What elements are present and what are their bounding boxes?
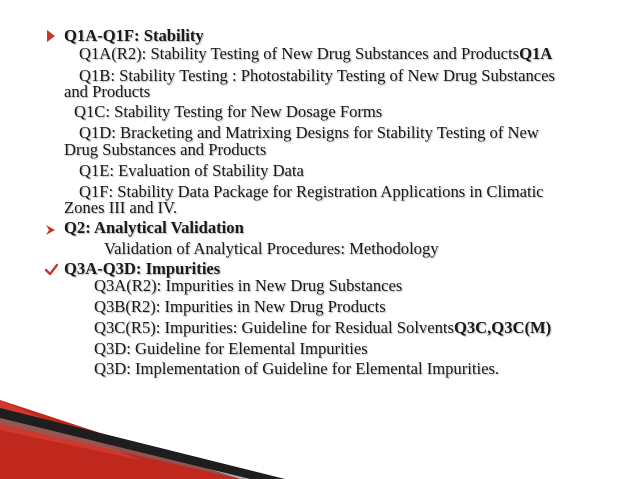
list-item: Q1B: Stability Testing : Photostability Testing of New Drug Substances bbox=[79, 66, 555, 85]
list-item: Q1F: Stability Data Package for Registration Applications in Climatic bbox=[79, 182, 544, 201]
list-item: Q1C: Stability Testing for New Dosage Forms bbox=[74, 102, 383, 121]
list-item-continuation: Drug Substances and Products bbox=[64, 140, 267, 159]
list-item: Q3B(R2): Impurities in New Drug Products bbox=[94, 297, 386, 316]
item-suffix: Q1A bbox=[519, 44, 553, 63]
list-item-continuation: and Products bbox=[64, 82, 151, 101]
section-heading-analytical-validation: Q2: Analytical Validation bbox=[64, 218, 244, 237]
list-item: Q1D: Bracketing and Matrixing Designs for Stability Testing of New bbox=[79, 123, 539, 142]
list-item: Validation of Analytical Procedures: Methodology bbox=[104, 239, 439, 258]
checkmark-icon bbox=[45, 263, 59, 279]
item-suffix: Q3C,Q3C(M) bbox=[453, 318, 552, 337]
triangle-right-icon bbox=[46, 29, 60, 45]
item-text: Q3C(R5): Impurities: Guideline for Residual Solvents bbox=[94, 318, 454, 337]
section-heading-impurities: Q3A-Q3D: Impurities bbox=[64, 259, 221, 278]
section-heading-stability: Q1A-Q1F: Stability bbox=[64, 26, 204, 45]
item-text: Q1A(R2): Stability Testing of New Drug Substances and Products bbox=[79, 44, 520, 63]
list-item: Q3D: Implementation of Guideline for Elemental Impurities. bbox=[94, 359, 500, 378]
list-item: Q3A(R2): Impurities in New Drug Substances bbox=[94, 276, 403, 295]
list-item bbox=[94, 319, 551, 337]
arrowhead-right-icon bbox=[45, 223, 59, 239]
list-item: Q3D: Guideline for Elemental Impurities bbox=[94, 339, 368, 358]
list-item: Q1E: Evaluation of Stability Data bbox=[79, 161, 304, 180]
list-item bbox=[79, 45, 552, 63]
list-item-continuation: Zones III and IV. bbox=[64, 198, 178, 217]
